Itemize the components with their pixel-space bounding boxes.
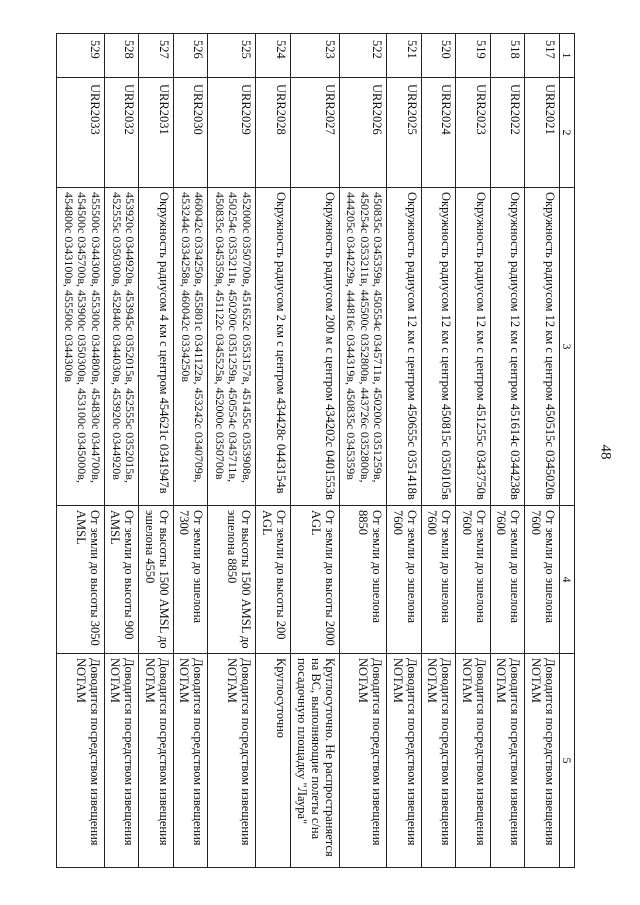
area-code-cell: URR2027	[290, 78, 339, 188]
table-row	[290, 34, 339, 868]
area-code-cell: URR2021	[525, 78, 560, 188]
note-cell: Доводится посредством извещения NOTAM	[104, 654, 139, 868]
row-number-cell: 524	[256, 34, 291, 78]
vertical-limits-cell: От земли до эшелона 7600	[456, 506, 491, 654]
area-code-cell: URR2032	[104, 78, 139, 188]
area-code-cell: URR2029	[208, 78, 256, 188]
area-description-cell: 455500с 0344300в, 455300с 0344800в, 454830с 0344700в, 454500с 0345700в, 453900с 0350300в, 453100с 0345000в, 454800с 0343100в, 455500с 0344300в	[57, 188, 105, 506]
area-description-cell: Окружность радиусом 12 км с центром 450515с 0345020в	[525, 188, 560, 506]
vertical-limits-cell: От земли до эшелона 7600	[387, 506, 422, 654]
row-number-cell: 522	[339, 34, 387, 78]
row-number-cell: 518	[490, 34, 525, 78]
area-description-cell: Окружность радиусом 12 км с центром 450655с 0351418в	[387, 188, 422, 506]
area-code-cell: URR2023	[456, 78, 491, 188]
vertical-limits-cell: От земли до эшелона 7300	[173, 506, 208, 654]
vertical-limits-cell: От земли до эшелона 7600	[525, 506, 560, 654]
note-cell: Доводится посредством извещения NOTAM	[525, 654, 560, 868]
area-code-cell: URR2026	[339, 78, 387, 188]
table-header-row	[560, 34, 575, 868]
vertical-limits-cell: От земли до высоты 2000 AGL	[290, 506, 339, 654]
vertical-limits-cell: От высоты 1500 AMSL до эшелона 8850	[208, 506, 256, 654]
area-code-cell: URR2031	[139, 78, 174, 188]
area-code-cell: URR2024	[421, 78, 456, 188]
table-row	[173, 34, 208, 868]
vertical-limits-cell: От земли до эшелона 7600	[421, 506, 456, 654]
rotated-table-wrapper	[56, 33, 575, 867]
note-cell: Круглосуточно. Не распространяется на ВС, выполняющие полеты с/на посадочную площадку "Лаура"	[290, 654, 339, 868]
vertical-limits-cell: От земли до эшелона 8850	[339, 506, 387, 654]
note-cell: Доводится посредством извещения NOTAM	[208, 654, 256, 868]
header-col-1: 1	[560, 34, 575, 78]
table-row	[256, 34, 291, 868]
header-col-3: 3	[560, 188, 575, 506]
table-row	[421, 34, 456, 868]
table-row	[104, 34, 139, 868]
table-row	[387, 34, 422, 868]
area-description-cell: 453920с 0344920в, 453945с 0352015в, 452555с 0352015в, 452555с 0350300в, 452840с 0344030в, 453920с 0344920в	[104, 188, 139, 506]
area-description-cell: Окружность радиусом 12 км с центром 451255с 0343750в	[456, 188, 491, 506]
note-cell: Доводится посредством извещения NOTAM	[490, 654, 525, 868]
row-number-cell: 527	[139, 34, 174, 78]
vertical-limits-cell: От земли до высоты 900 AMSL	[104, 506, 139, 654]
row-number-cell: 529	[57, 34, 105, 78]
table-row	[525, 34, 560, 868]
row-number-cell: 517	[525, 34, 560, 78]
area-description-cell: Окружность радиусом 12 км с центром 451614с 0344238в	[490, 188, 525, 506]
header-col-2: 2	[560, 78, 575, 188]
note-cell: Доводится посредством извещения NOTAM	[456, 654, 491, 868]
area-description-cell: Окружность радиусом 200 м с центром 434202с 0401553в	[290, 188, 339, 506]
note-cell: Доводится посредством извещения NOTAM	[57, 654, 105, 868]
table-row	[456, 34, 491, 868]
table-row	[490, 34, 525, 868]
area-description-cell: Окружность радиусом 2 км с центром 434428с 0443154в	[256, 188, 291, 506]
note-cell: Круглосуточно	[256, 654, 291, 868]
vertical-limits-cell: От высоты 1500 AMSL до эшелона 4550	[139, 506, 174, 654]
note-cell: Доводится посредством извещения NOTAM	[387, 654, 422, 868]
table-body	[57, 34, 560, 868]
row-number-cell: 523	[290, 34, 339, 78]
vertical-limits-cell: От земли до эшелона 7600	[490, 506, 525, 654]
note-cell: Доводится посредством извещения NOTAM	[139, 654, 174, 868]
area-code-cell: URR2022	[490, 78, 525, 188]
note-cell: Доводится посредством извещения NOTAM	[339, 654, 387, 868]
page-number: 48	[597, 444, 614, 460]
area-code-cell: URR2033	[57, 78, 105, 188]
header-col-5: 5	[560, 654, 575, 868]
area-code-cell: URR2028	[256, 78, 291, 188]
area-description-cell: Окружность радиусом 4 км с центром 454621с 0341947в	[139, 188, 174, 506]
area-description-cell: 452000с 0350700в, 451652с 0353157в, 451455с 0353908в, 450254с 0353211в, 450200с 0351259в, 450554с 0345711в, 450835с 0345359в, 451122с 0345525в, 452000с 0350700в	[208, 188, 256, 506]
table-row	[208, 34, 256, 868]
table-row	[57, 34, 105, 868]
row-number-cell: 526	[173, 34, 208, 78]
table-row	[339, 34, 387, 868]
row-number-cell: 521	[387, 34, 422, 78]
restricted-areas-table	[56, 33, 575, 868]
area-code-cell: URR2025	[387, 78, 422, 188]
header-col-4: 4	[560, 506, 575, 654]
row-number-cell: 520	[421, 34, 456, 78]
note-cell: Доводится посредством извещения NOTAM	[421, 654, 456, 868]
area-code-cell: URR2030	[173, 78, 208, 188]
row-number-cell: 525	[208, 34, 256, 78]
row-number-cell: 528	[104, 34, 139, 78]
area-description-cell: 460042с 0334250в, 455801с 0341122в, 453242с 0340709в, 453244с 0334258в, 460042с 0334250в	[173, 188, 208, 506]
row-number-cell: 519	[456, 34, 491, 78]
vertical-limits-cell: От земли до высоты 200 AGL	[256, 506, 291, 654]
area-description-cell: Окружность радиусом 12 км с центром 450815с 0350105в	[421, 188, 456, 506]
table-row	[139, 34, 174, 868]
vertical-limits-cell: От земли до высоты 3050 AMSL	[57, 506, 105, 654]
note-cell: Доводится посредством извещения NOTAM	[173, 654, 208, 868]
area-description-cell: 450835с 0345359в, 450554с 0345711в, 450200с 0351259в, 450254с 0353211в, 445500с 0352800в, 443726с 0352800в, 444205с 0344229в, 444816с 0344319в, 450835с 0345359в	[339, 188, 387, 506]
